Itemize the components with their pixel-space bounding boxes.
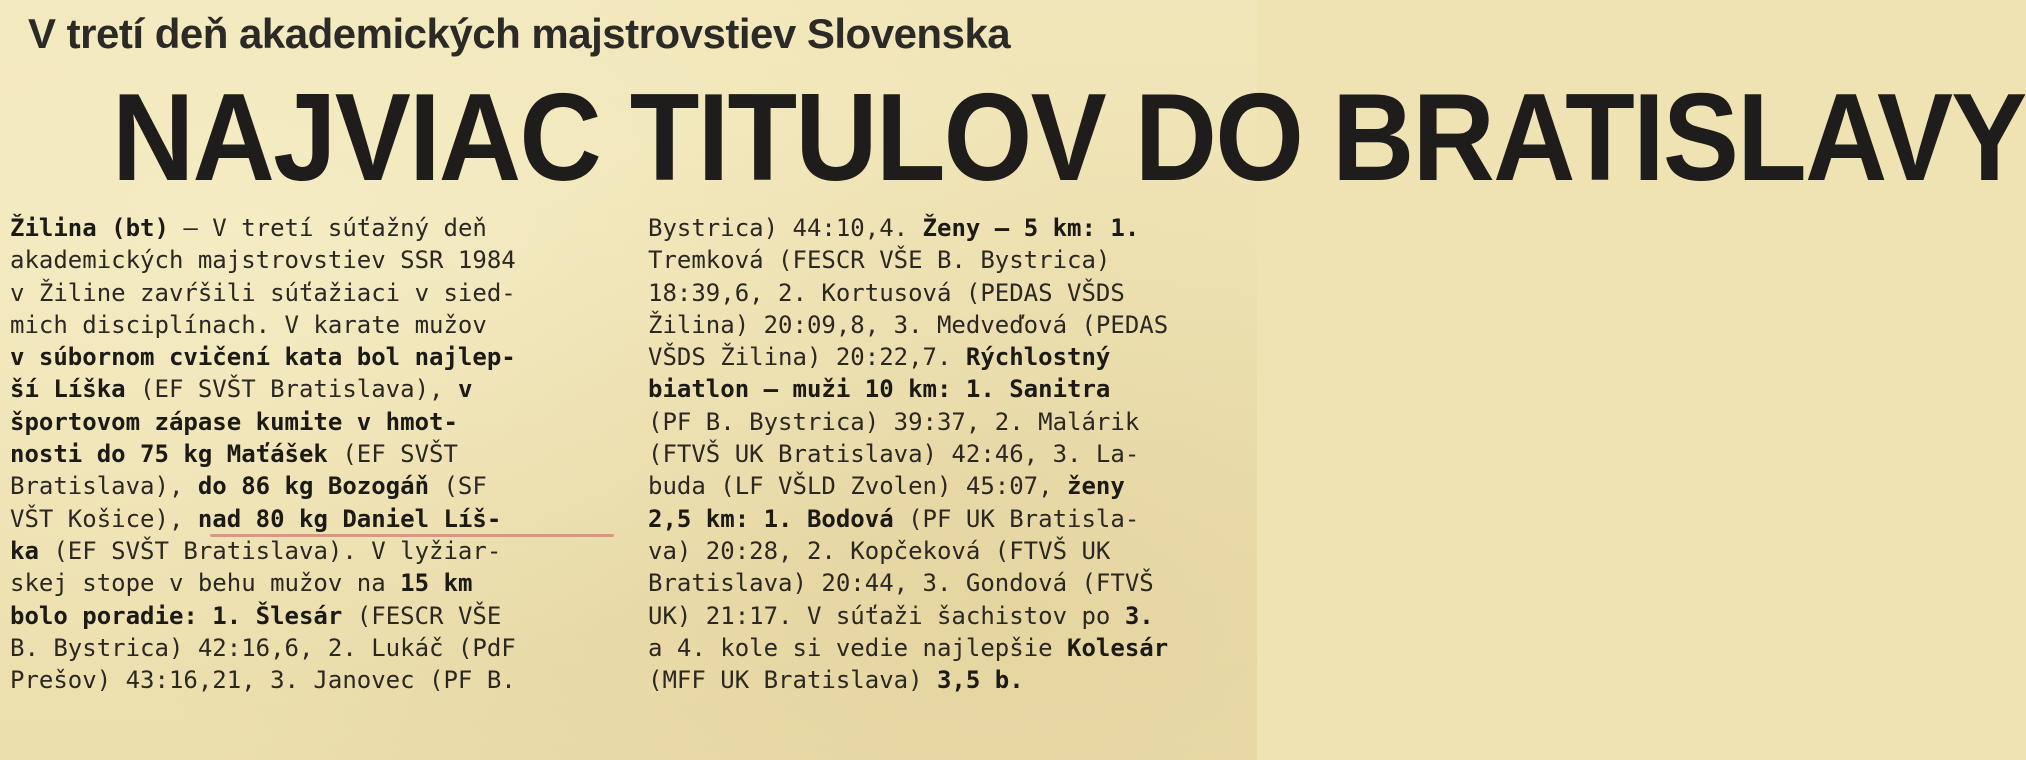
bold-run: ší Líška [10, 375, 126, 404]
bold-run: ka [10, 536, 39, 565]
bold-run: nad 80 kg Daniel Líš- [197, 504, 502, 533]
text-line [10, 503, 615, 535]
text-run: (SF [429, 472, 487, 501]
text-line [648, 664, 1253, 696]
bold-run: ženy [1067, 472, 1125, 501]
text-run: (FTVŠ UK Bratislava) 42:46, 3. La- [648, 440, 1140, 469]
article-column-left [10, 212, 615, 696]
text-line [648, 309, 1253, 341]
text-run: akademických majstrovstiev SSR 1984 [10, 246, 516, 275]
bold-run: v súbornom cvičení kata bol najlep- [10, 343, 516, 372]
text-run: Bystrica) 44:10,4. [648, 214, 923, 242]
text-run: buda (LF VŠLD Zvolen) 45:07, [648, 472, 1068, 501]
text-run: 18:39,6, 2. Kortusová (PEDAS VŠDS [648, 278, 1125, 307]
text-line [648, 341, 1253, 373]
text-run: — V tretí súťažný deň [168, 214, 487, 242]
text-line [648, 632, 1253, 664]
bold-run: Žilina (bt) [10, 214, 169, 242]
text-line [10, 600, 615, 632]
text-run: mich disciplínach. V karate mužov [10, 310, 487, 339]
text-run: Žilina) 20:09,8, 3. Medveďová (PEDAS [648, 310, 1169, 339]
text-run: (EF SVŠT Bratislava), [125, 375, 458, 404]
text-line [648, 567, 1253, 599]
bold-run: 2,5 km: 1. Bodová [648, 504, 894, 533]
text-run: v Žiline zavŕšili súťažiaci v sied- [10, 278, 516, 307]
text-line [648, 600, 1253, 632]
text-line [10, 277, 615, 309]
text-run: skej stope v behu mužov na [10, 569, 401, 598]
bold-run: bolo poradie: 1. Šlesár [10, 601, 343, 630]
text-run: Bratislava) 20:44, 3. Gondová (FTVŠ [648, 569, 1154, 598]
text-line [10, 470, 615, 502]
text-line [648, 277, 1253, 309]
bold-run: Ženy — 5 km: 1. [922, 214, 1140, 242]
bold-run: Rýchlostný [965, 343, 1111, 372]
text-run: UK) 21:17. V súťaži šachistov po [648, 601, 1125, 630]
text-line [648, 212, 1253, 244]
text-line [10, 632, 615, 664]
text-line [10, 212, 615, 244]
bold-run: v [457, 375, 473, 404]
text-line [648, 438, 1253, 470]
text-run: (PF B. Bystrica) 39:37, 2. Malárik [648, 407, 1140, 436]
text-line [10, 535, 615, 567]
article-kicker: V tretí deň akademických majstrovstiev Slovenska [28, 10, 1011, 57]
red-pencil-underline [210, 534, 614, 537]
text-line [10, 341, 615, 373]
text-line [648, 470, 1253, 502]
text-line [10, 309, 615, 341]
text-line [648, 406, 1253, 438]
text-line [648, 373, 1253, 405]
text-line [10, 373, 615, 405]
bold-run: biatlon — muži 10 km: 1. Sanitra [648, 375, 1111, 404]
article-headline: NAJVIAC TITULOV DO BRATISLAVY [112, 69, 2026, 207]
text-run: VŠT Košice), [10, 504, 198, 533]
text-line [10, 406, 615, 438]
text-run: (PF UK Bratisla- [893, 504, 1140, 533]
text-line [10, 244, 615, 276]
text-line [648, 244, 1253, 276]
article-column-right [648, 212, 1253, 696]
text-run: VŠDS Žilina) 20:22,7. [648, 343, 966, 372]
text-line [10, 664, 615, 696]
text-line [648, 503, 1253, 535]
bold-run: Kolesár [1067, 633, 1169, 662]
text-run: Prešov) 43:16,21, 3. Janovec (PF B. [10, 666, 516, 695]
text-line [10, 567, 615, 599]
text-run: B. Bystrica) 42:16,6, 2. Lukáč (PdF [10, 633, 516, 662]
text-line [648, 535, 1253, 567]
bold-run: športovom zápase kumite v hmot- [10, 407, 458, 436]
text-line [10, 438, 615, 470]
text-run: Tremková (FESCR VŠE B. Bystrica) [648, 246, 1111, 275]
bold-run: 15 km [400, 569, 473, 598]
text-run: (EF SVŠT Bratislava). V lyžiar- [38, 536, 502, 565]
text-run: (MFF UK Bratislava) [648, 666, 937, 695]
bold-run: do 86 kg Bozogáň [197, 472, 430, 501]
text-run: Bratislava), [10, 472, 198, 501]
text-run: (EF SVŠT [327, 440, 458, 469]
bold-run: 3,5 b. [936, 666, 1024, 695]
text-run: (FESCR VŠE [342, 601, 502, 630]
text-run: va) 20:28, 2. Kopčeková (FTVŠ UK [648, 536, 1111, 565]
bold-run: 3. [1124, 601, 1154, 630]
bold-run: nosti do 75 kg Maťášek [10, 440, 328, 469]
text-run: a 4. kole si vedie najlepšie [648, 633, 1068, 662]
